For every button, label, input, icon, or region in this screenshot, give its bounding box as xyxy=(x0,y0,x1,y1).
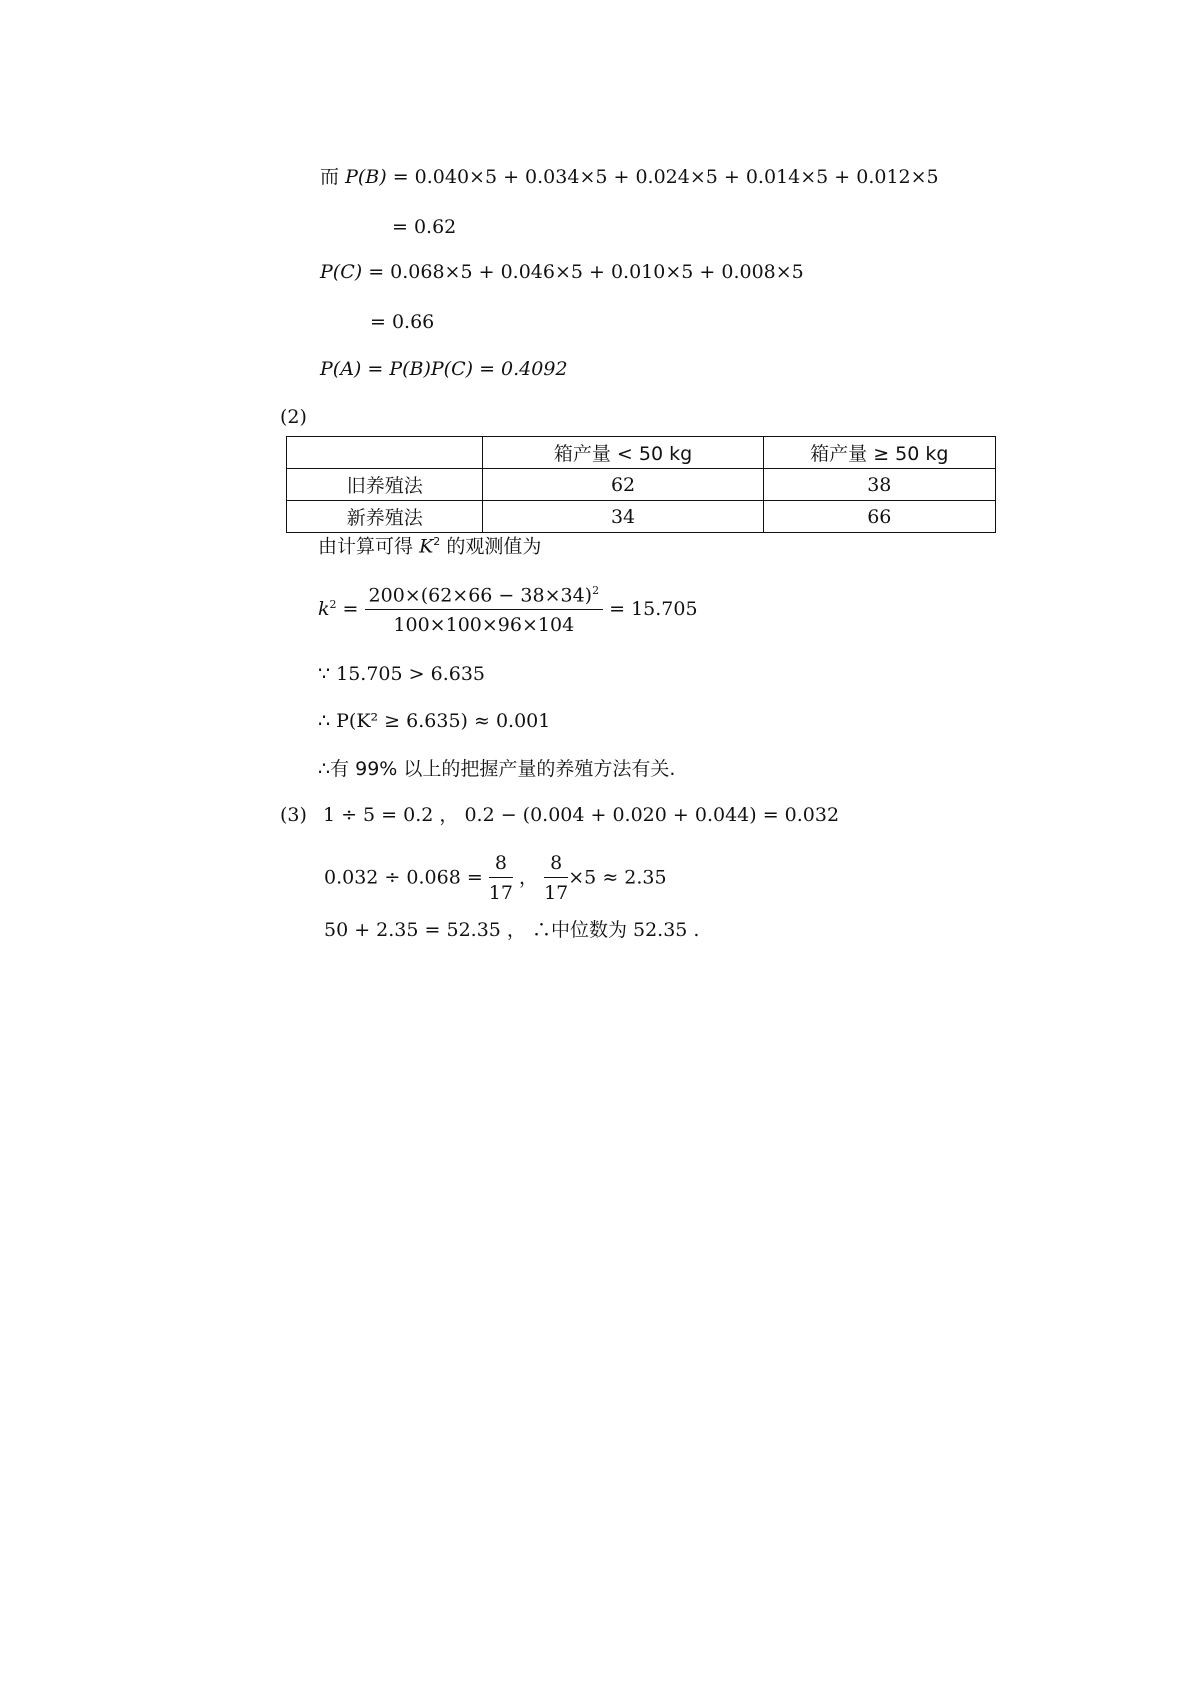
pc-lhs: P(C) xyxy=(320,261,363,283)
pb-lhs: P(B) xyxy=(345,166,387,188)
k2-formula: $k^2$ = $\frac{200\times(62\times 66 - 38\times 34)^2}{100\times 100\times 96\times 104}$ = 15.705 xyxy=(318,584,698,637)
table-header-cell: 箱产量 ≥ 50 kg xyxy=(763,437,995,469)
table-cell-lt50: 34 xyxy=(483,501,763,533)
table-cell-lt50: 62 xyxy=(483,469,763,501)
k2-result: = 15.705 xyxy=(609,598,698,621)
pc-result: = 0.66 xyxy=(370,311,435,333)
k2-fraction xyxy=(365,585,604,635)
k2-intro-symbol: K xyxy=(419,535,434,558)
k2-numerator: $200\times(62\times 66 - 38\times 34)^2$ xyxy=(365,585,604,610)
table-header-cell xyxy=(287,437,483,469)
k2-lhs: k xyxy=(318,598,330,621)
pa-line: P(A) = P(B)P(C) = 0.4092 xyxy=(320,358,568,380)
k2-intro-before: 由计算可得 xyxy=(318,535,414,558)
k2-intro-after: 的观测值为 xyxy=(446,535,542,558)
part3-line3: 50 + 2.35 = 52.35 ， ∴中位数为 52.35 . xyxy=(324,919,700,941)
k2-intro: 由计算可得 $K^2$ 的观测值为 xyxy=(318,535,542,558)
table-cell-method: 新养殖法 xyxy=(287,501,483,533)
pb-line xyxy=(320,168,939,187)
part3-line1 xyxy=(280,806,839,825)
table-header-row xyxy=(287,437,996,469)
table-header-cell: 箱产量 < 50 kg xyxy=(483,437,763,469)
part3-estimate: ×5 ≈ 2.35 xyxy=(568,866,667,889)
table-cell-ge50: 38 xyxy=(763,469,995,501)
pb-expression: = 0.040×5 + 0.034×5 + 0.024×5 + 0.014×5 + 0.012×5 xyxy=(392,166,939,188)
part3-calc1: 1 ÷ 5 = 0.2 ， 0.2 − (0.004 + 0.020 + 0.044) = 0.032 xyxy=(322,804,840,826)
part3-line2: 0.032 ÷ 0.068 = $\frac{8}{17}$ ， $\frac{8}{17}$ ×5 ≈ 2.35 xyxy=(324,852,667,904)
pc-line xyxy=(320,263,804,282)
because-line: ∵ 15.705 > 6.635 xyxy=(318,663,486,685)
therefore-line: ∴ P(K² ≥ 6.635) ≈ 0.001 xyxy=(318,710,551,732)
fraction-8-17: $\frac{8}{17}$ xyxy=(488,852,513,904)
part3-label: (3) xyxy=(280,804,307,826)
table-cell-ge50: 66 xyxy=(763,501,995,533)
yield-table xyxy=(286,436,996,533)
part3-division: 0.032 ÷ 0.068 = xyxy=(324,866,483,889)
table-row xyxy=(287,469,996,501)
pb-result: = 0.62 xyxy=(392,216,457,238)
conclusion-line: ∴有 99% 以上的把握产量的养殖方法有关. xyxy=(318,758,676,780)
fraction-8-17-b: $\frac{8}{17}$ xyxy=(544,852,569,904)
pb-prefix: 而 xyxy=(320,166,340,188)
table-cell-method: 旧养殖法 xyxy=(287,469,483,501)
k2-denominator: 100×100×96×104 xyxy=(393,614,575,637)
part2-label: (2) xyxy=(280,406,307,428)
table-row xyxy=(287,501,996,533)
pc-expression: = 0.068×5 + 0.046×5 + 0.010×5 + 0.008×5 xyxy=(368,261,804,283)
